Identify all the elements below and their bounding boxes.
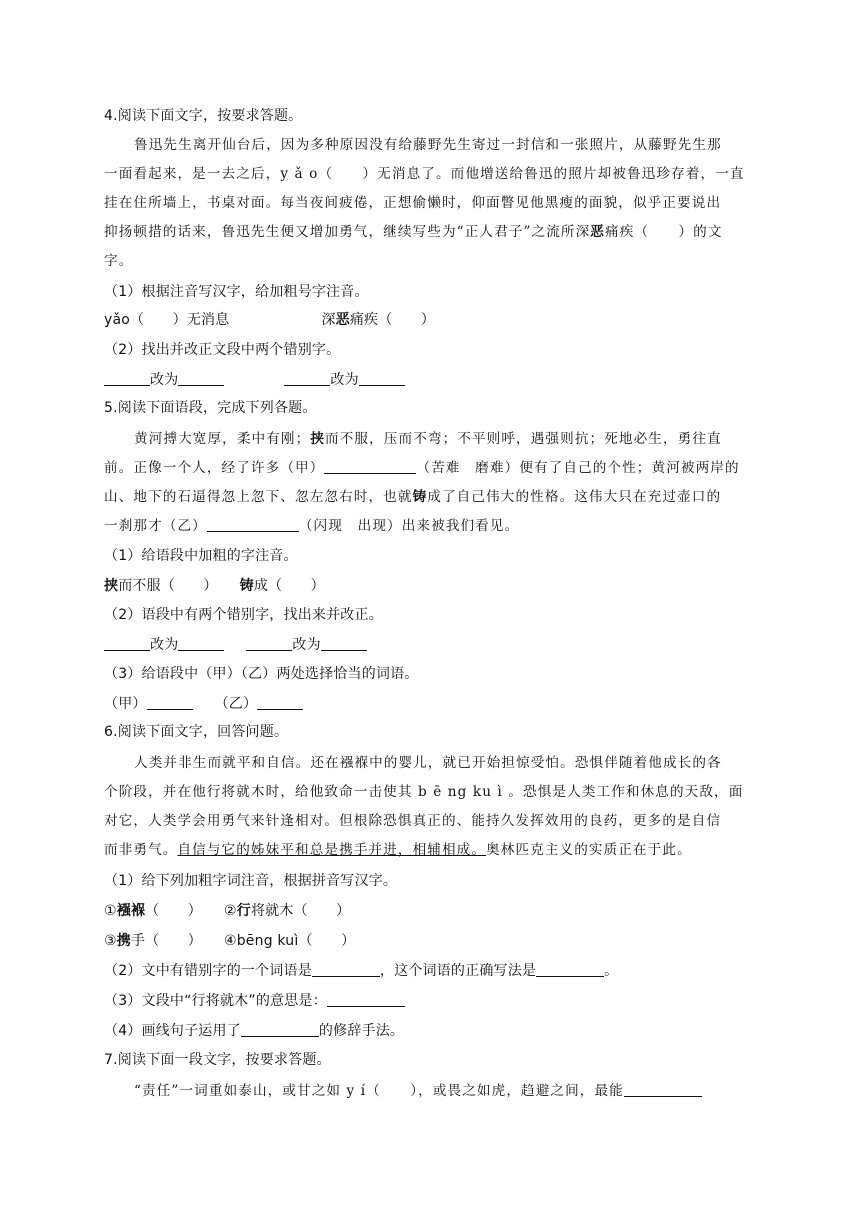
bold-char: 行: [236, 903, 251, 919]
q5-sub-3-answers: （甲） （乙）: [104, 694, 303, 714]
answer-blank[interactable]: [241, 1022, 319, 1037]
bold-char: 挟: [310, 431, 326, 447]
q7-passage-line-1: “责任”一词重如泰山，或甘之如 y í（ ），或畏之如虎，趋避之间，最能: [134, 1081, 702, 1101]
answer-blank[interactable]: [207, 517, 299, 532]
answer-blank[interactable]: [284, 371, 330, 386]
q4-sub-1: （1）根据注音写汉字，给加粗号字注音。: [104, 284, 369, 300]
q6-sub-1: （1）给下列加粗字词注音，根据拼音写汉字。: [104, 873, 398, 889]
q5-sub-2-answers: 改为 改为: [104, 635, 367, 655]
underlined-sentence: 自信与它的姊妹平和总是携手并进，相辅相成。: [177, 842, 487, 858]
answer-blank[interactable]: [536, 962, 604, 977]
q6-passage-line-1: 人类并非生而就平和自信。还在襁褓中的婴儿，就已开始担惊受怕。恐惧伴随着他成长的各: [134, 755, 722, 771]
bold-char: 襁褓: [116, 903, 146, 919]
q5-passage-line-3: 山、地下的石逼得忽上忽下、忽左忽右时，也就铸成了自己伟大的性格。这伟大只在充过壶口的: [104, 489, 722, 505]
q5-sub-1: （1）给语段中加粗的字注音。: [104, 548, 298, 564]
answer-blank[interactable]: [257, 695, 303, 710]
q6-passage-line-2: 个阶段，并在他行将就木时，给他致命一击使其 b ē ng ku ì 。恐惧是人类工作和休息的天敌，面: [104, 784, 744, 800]
question-5-title: 5.阅读下面语段，完成下列各题。: [104, 400, 317, 416]
q4-sub-1-items: yǎo（ ）无消息 深恶痛疾（ ）: [104, 312, 436, 328]
q4-passage-line-3: 挂在住所墙上，书桌对面。每当夜间疲倦，正想偷懒时，仰面瞥见他黑瘦的面貌，似乎正要说出: [104, 195, 722, 211]
bold-char: 恶: [335, 312, 350, 328]
q4-passage-line-5: 字。: [104, 253, 134, 269]
bold-char: 携: [116, 933, 131, 949]
answer-blank[interactable]: [104, 371, 150, 386]
q6-passage-line-3: 对它，人类学会用勇气来针逢相对。但根除恐惧真正的、能持久发挥效用的良药，更多的是自信: [104, 813, 722, 829]
question-7-title: 7.阅读下面一段文字，按要求答题。: [104, 1052, 331, 1068]
answer-blank[interactable]: [246, 636, 292, 651]
answer-blank[interactable]: [624, 1082, 702, 1097]
bold-char: 恶: [590, 224, 605, 240]
q6-sub-1-items-b: ③携手（ ） ④bēng kuì（ ）: [104, 933, 356, 949]
q6-passage-line-4: 而非勇气。自信与它的姊妹平和总是携手并进，相辅相成。奥林匹克主义的实质正在于此。: [104, 842, 692, 858]
answer-blank[interactable]: [359, 371, 405, 386]
q4-passage-line-1: 鲁迅先生离开仙台后，因为多种原因没有给藤野先生寄过一封信和一张照片，从藤野先生那: [134, 137, 722, 153]
question-6-title: 6.阅读下面文字，回答问题。: [104, 724, 289, 740]
q4-passage-line-2: 一面看起来，是一去之后，y ǎ o（ ）无消息了。而他增送给鲁迅的照片却被鲁迅珍存着，一直: [104, 166, 745, 182]
bold-char: 铸: [412, 489, 428, 505]
q5-sub-2: （2）语段中有两个错别字，找出来并改正。: [104, 607, 383, 623]
q5-passage-line-2: 前。正像一个人，经了许多（甲） （苦难 磨难）便有了自己的个性；黄河被两岸的: [104, 460, 740, 476]
answer-blank[interactable]: [321, 636, 367, 651]
answer-blank[interactable]: [104, 636, 150, 651]
q6-sub-3: （3）文段中“行将就木”的意思是：: [104, 991, 405, 1011]
q5-passage-line-1: 黄河搏大宽厚，柔中有刚；挟而不服，压而不弯；不平则呼，遇强则抗；死地必生，勇往直: [134, 431, 722, 447]
q5-sub-1-items: 挟而不服（ ） 铸成（ ）: [104, 578, 325, 594]
q4-sub-2-answers: 改为 改为: [104, 370, 405, 390]
q5-passage-line-4: 一刹那才（乙） （闪现 出现）出来被我们看见。: [104, 518, 520, 534]
q4-passage-line-4: 抑扬顿措的话来，鲁迅先生便又增加勇气，继续写些为“正人君子”之流所深恶痛疾（ ）的文: [104, 224, 723, 240]
q6-sub-4: （4）画线句子运用了 的修辞手法。: [104, 1023, 405, 1039]
bold-char: 挟: [104, 578, 119, 594]
bold-char: 铸: [239, 578, 254, 594]
answer-blank[interactable]: [178, 636, 224, 651]
answer-blank[interactable]: [178, 371, 224, 386]
answer-blank[interactable]: [147, 695, 193, 710]
question-4-title: 4.阅读下面文字，按要求答题。: [104, 108, 303, 124]
q6-sub-2: （2）文中有错别字的一个词语是 ，这个词语的正确写法是 。: [104, 963, 619, 979]
q6-sub-1-items-a: ①襁褓（ ） ②行将就木（ ）: [104, 903, 351, 919]
q4-sub-2: （2）找出并改正文段中两个错别字。: [104, 342, 341, 358]
q5-sub-3: （3）给语段中（甲）（乙）两处选择恰当的词语。: [104, 666, 419, 682]
answer-blank[interactable]: [324, 459, 416, 474]
answer-blank[interactable]: [312, 962, 380, 977]
answer-blank[interactable]: [327, 992, 405, 1007]
